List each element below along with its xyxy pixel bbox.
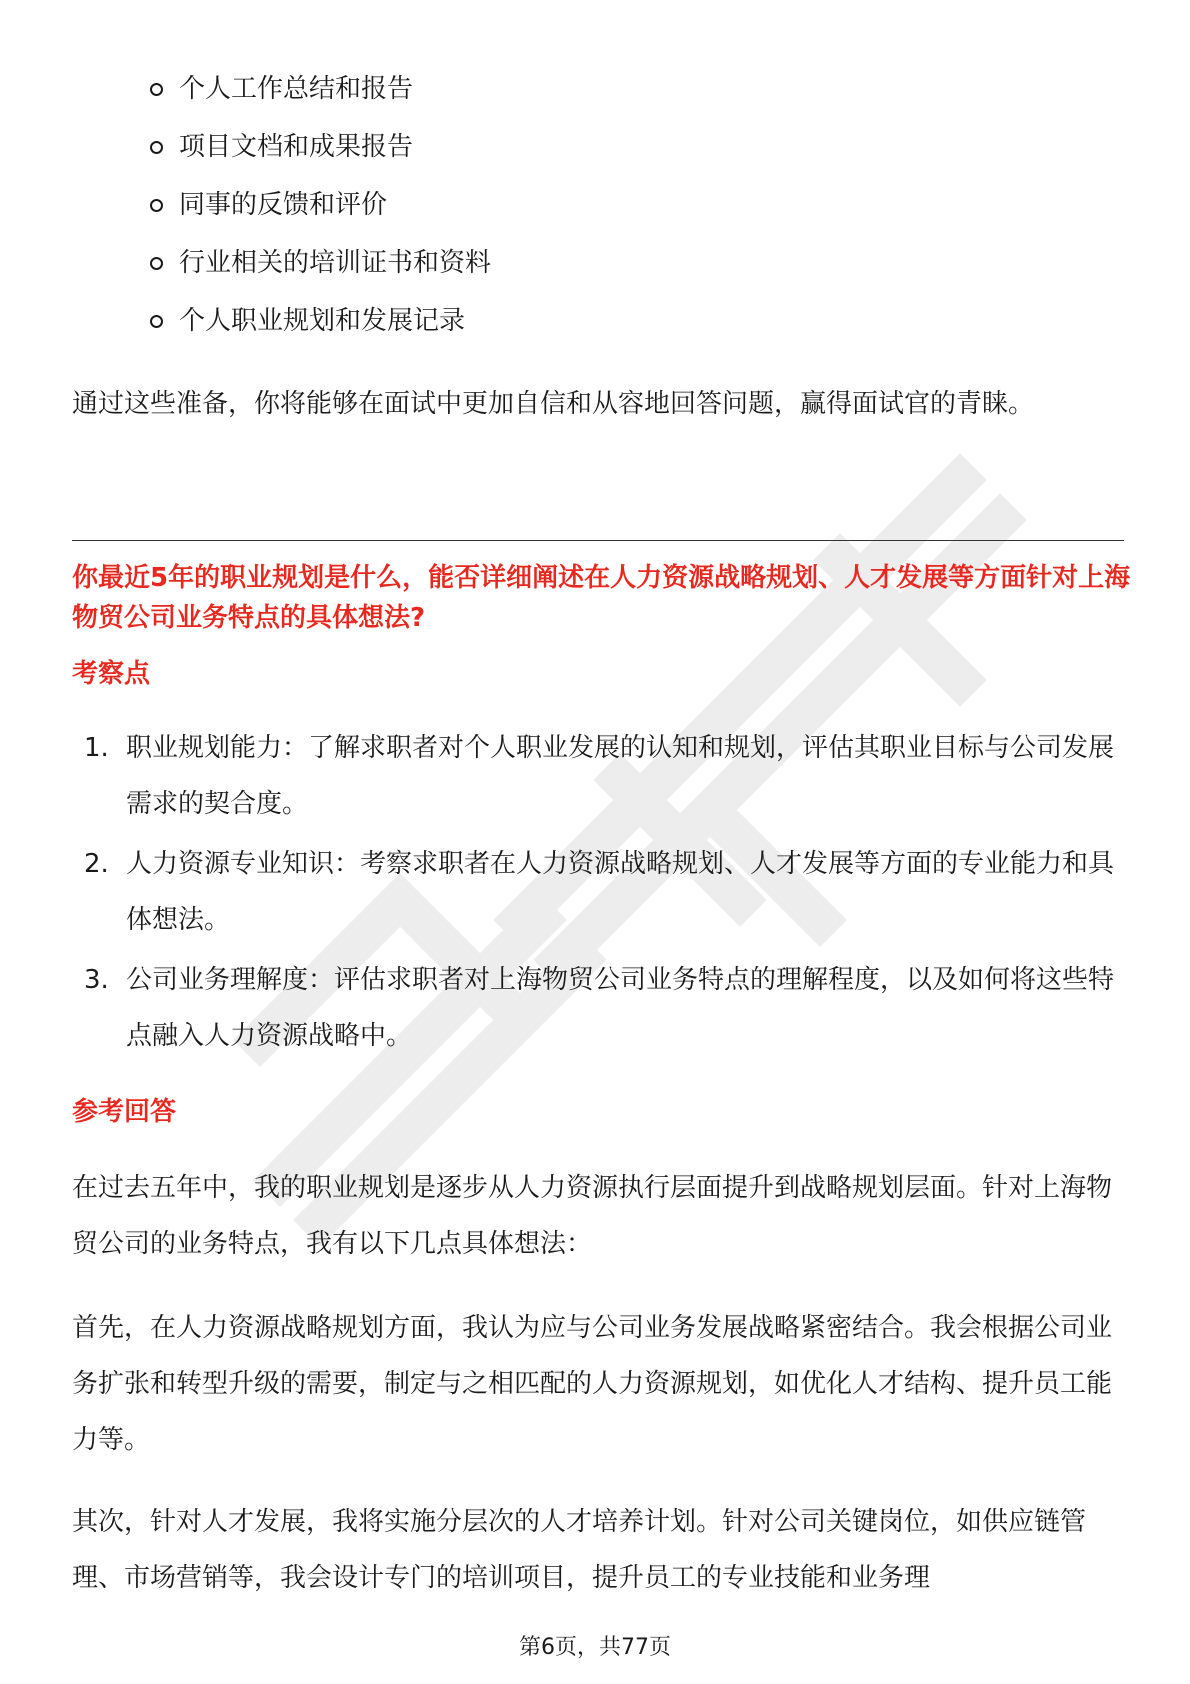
list-item: 行业相关的培训证书和资料 — [150, 234, 491, 292]
list-item: 2. 人力资源专业知识：考察求职者在人力资源战略规划、人才发展等方面的专业能力和具体想法。 — [84, 849, 1115, 935]
section-heading-kaochadian: 考察点 — [72, 659, 151, 689]
question-heading: 你最近5年的职业规划是什么，能否详细阐述在人力资源战略规划、人才发展等方面针对上海物贸公司业务特点的具体想法? — [72, 563, 1131, 633]
list-item: 个人职业规划和发展记录 — [150, 292, 491, 350]
list-item: 同事的反馈和评价 — [150, 176, 491, 234]
answer-paragraph: 首先，在人力资源战略规划方面，我认为应与公司业务发展战略紧密结合。我会根据公司业务扩张和转型升级的需要，制定与之相匹配的人力资源规划，如优化人才结构、提升员工能力等。 — [72, 1313, 1113, 1455]
assessment-points-list — [84, 720, 1124, 1068]
list-item: 3. 公司业务理解度：评估求职者对上海物贸公司业务特点的理解程度，以及如何将这些特点融入人力资源战略中。 — [84, 965, 1115, 1051]
answer-paragraph: 在过去五年中，我的职业规划是逐步从人力资源执行层面提升到战略规划层面。针对上海物贸公司的业务特点，我有以下几点具体想法： — [72, 1173, 1113, 1259]
intro-paragraph: 通过这些准备，你将能够在面试中更加自信和从容地回答问题，赢得面试官的青睐。 — [72, 389, 1035, 419]
page-footer: 第6页，共77页 — [519, 1635, 671, 1660]
bullet-circle-icon — [150, 199, 163, 212]
list-item: 项目文档和成果报告 — [150, 118, 491, 176]
bullet-circle-icon — [150, 315, 163, 328]
section-divider — [72, 540, 1124, 541]
bullet-circle-icon — [150, 141, 163, 154]
list-item: 个人工作总结和报告 — [150, 60, 491, 118]
answer-paragraph: 其次，针对人才发展，我将实施分层次的人才培养计划。针对公司关键岗位，如供应链管理、市场营销等，我会设计专门的培训项目，提升员工的专业技能和业务理 — [72, 1507, 1087, 1593]
bullet-list — [150, 60, 491, 350]
bullet-circle-icon — [150, 83, 163, 96]
list-item: 1. 职业规划能力：了解求职者对个人职业发展的认知和规划，评估其职业目标与公司发展需求的契合度。 — [84, 733, 1115, 819]
section-heading-answer: 参考回答 — [72, 1097, 177, 1127]
bullet-circle-icon — [150, 257, 163, 270]
